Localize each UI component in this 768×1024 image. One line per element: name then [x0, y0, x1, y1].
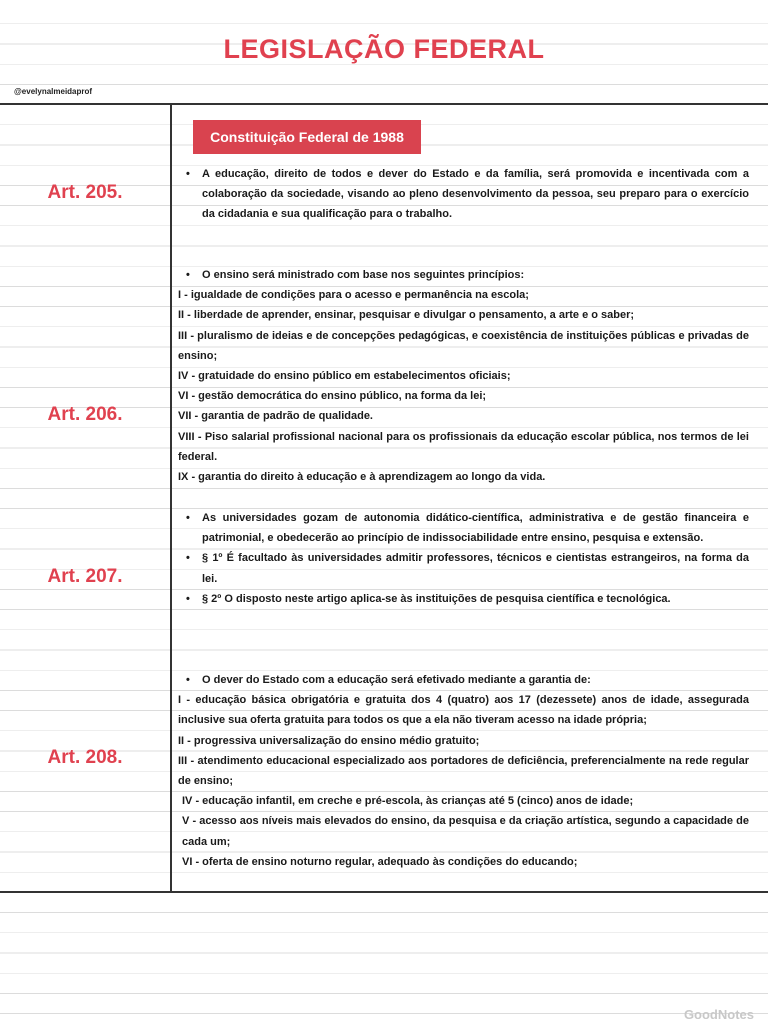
- bullet-text: A educação, direito de todos e dever do Estado e da família, será promovida e incentivada com a colaboração da sociedade, visando ao pleno desenvolvimento da pessoa, seu preparo para o exercício da cidadania e sua qualificação para o trabalho.: [202, 168, 749, 221]
- bullet-dot: •: [186, 269, 190, 281]
- list-item: VI - oferta de ensino noturno regular, adequado às condições do educando;: [182, 855, 578, 868]
- page-title: LEGISLAÇÃO FEDERAL: [223, 34, 545, 64]
- bullet-item: [178, 589, 749, 609]
- article-text-206: [178, 265, 749, 487]
- constitution-badge: Constituição Federal de 1988: [193, 120, 421, 154]
- bullet-dot: •: [186, 552, 190, 565]
- bullet-dot: •: [186, 168, 190, 180]
- bullet-item: [178, 508, 749, 548]
- list-item: V - acesso aos níveis mais elevados do ensino, da pesquisa e da criação artística, segundo a capacidade de cada um;: [182, 815, 749, 848]
- list-item: III - atendimento educacional especializado aos portadores de deficiência, preferencialmente na rede regular de ensino;: [178, 754, 749, 788]
- list-item: IV - gratuidade do ensino público em estabelecimentos oficiais;: [178, 370, 511, 383]
- bullet-item: [178, 265, 749, 285]
- article-label-206: Art. 206.: [47, 404, 123, 425]
- author-handle: @evelynalmeidaprof: [14, 87, 93, 96]
- article-label-205: Art. 205.: [47, 182, 123, 203]
- bullet-dot: •: [186, 592, 190, 605]
- goodnotes-watermark: GoodNotes: [683, 1007, 754, 1022]
- bullet-text: § 2º O disposto neste artigo aplica-se às instituições de pesquisa científica e tecnológica.: [202, 592, 671, 605]
- list-item: VII - garantia de padrão de qualidade.: [178, 410, 373, 423]
- list-item: VIII - Piso salarial profissional nacional para os profissionais da educação escolar pública, nos termos de lei federal.: [178, 430, 749, 463]
- list-item: IV - educação infantil, em creche e pré-escola, às crianças até 5 (cinco) anos de idade;: [182, 795, 634, 808]
- bullet-text: O ensino será ministrado com base nos seguintes princípios:: [202, 269, 525, 281]
- list-item: IX - garantia do direito à educação e à aprendizagem ao longo da vida.: [178, 471, 546, 484]
- list-item: I - educação básica obrigatória e gratuita dos 4 (quatro) aos 17 (dezessete) anos de idade, assegurada inclusive sua oferta gratuita para todos os que a ela não tiveram acesso na idade própria;: [178, 694, 749, 727]
- table-top-border: [0, 103, 768, 105]
- bullet-text: § 1º É facultado às universidades admitir professores, técnicos e cientistas estrangeiros, na forma da lei.: [202, 552, 749, 585]
- list-item: II - progressiva universalização do ensino médio gratuito;: [178, 734, 480, 747]
- bullet-item: [178, 548, 749, 588]
- bullet-dot: •: [186, 512, 190, 524]
- article-label-208: Art. 208.: [47, 747, 123, 768]
- list-item: II - liberdade de aprender, ensinar, pesquisar e divulgar o pensamento, a arte e o saber;: [178, 309, 635, 322]
- column-divider: [170, 104, 172, 892]
- bullet-text: O dever do Estado com a educação será efetivado mediante a garantia de:: [202, 674, 591, 686]
- bullet-dot: •: [186, 674, 190, 686]
- list-item: III - pluralismo de ideias e de concepções pedagógicas, e coexistência de instituições públicas e privadas de ensino;: [178, 329, 749, 362]
- table-bottom-border: [0, 891, 768, 893]
- article-text-205: [178, 164, 749, 225]
- article-text-207: [178, 508, 749, 609]
- list-item: VI - gestão democrática do ensino público, na forma da lei;: [178, 390, 487, 403]
- article-label-207: Art. 207.: [47, 566, 123, 587]
- list-item: I - igualdade de condições para o acesso e permanência na escola;: [178, 289, 529, 302]
- bullet-item: [178, 164, 749, 225]
- article-text-208: [178, 670, 749, 872]
- bullet-item: [178, 670, 749, 690]
- bullet-text: As universidades gozam de autonomia didático-científica, administrativa e de gestão financeira e patrimonial, e obedecerão ao princípio de indissociabilidade entre ensino, pesquisa e extensão.: [202, 512, 749, 545]
